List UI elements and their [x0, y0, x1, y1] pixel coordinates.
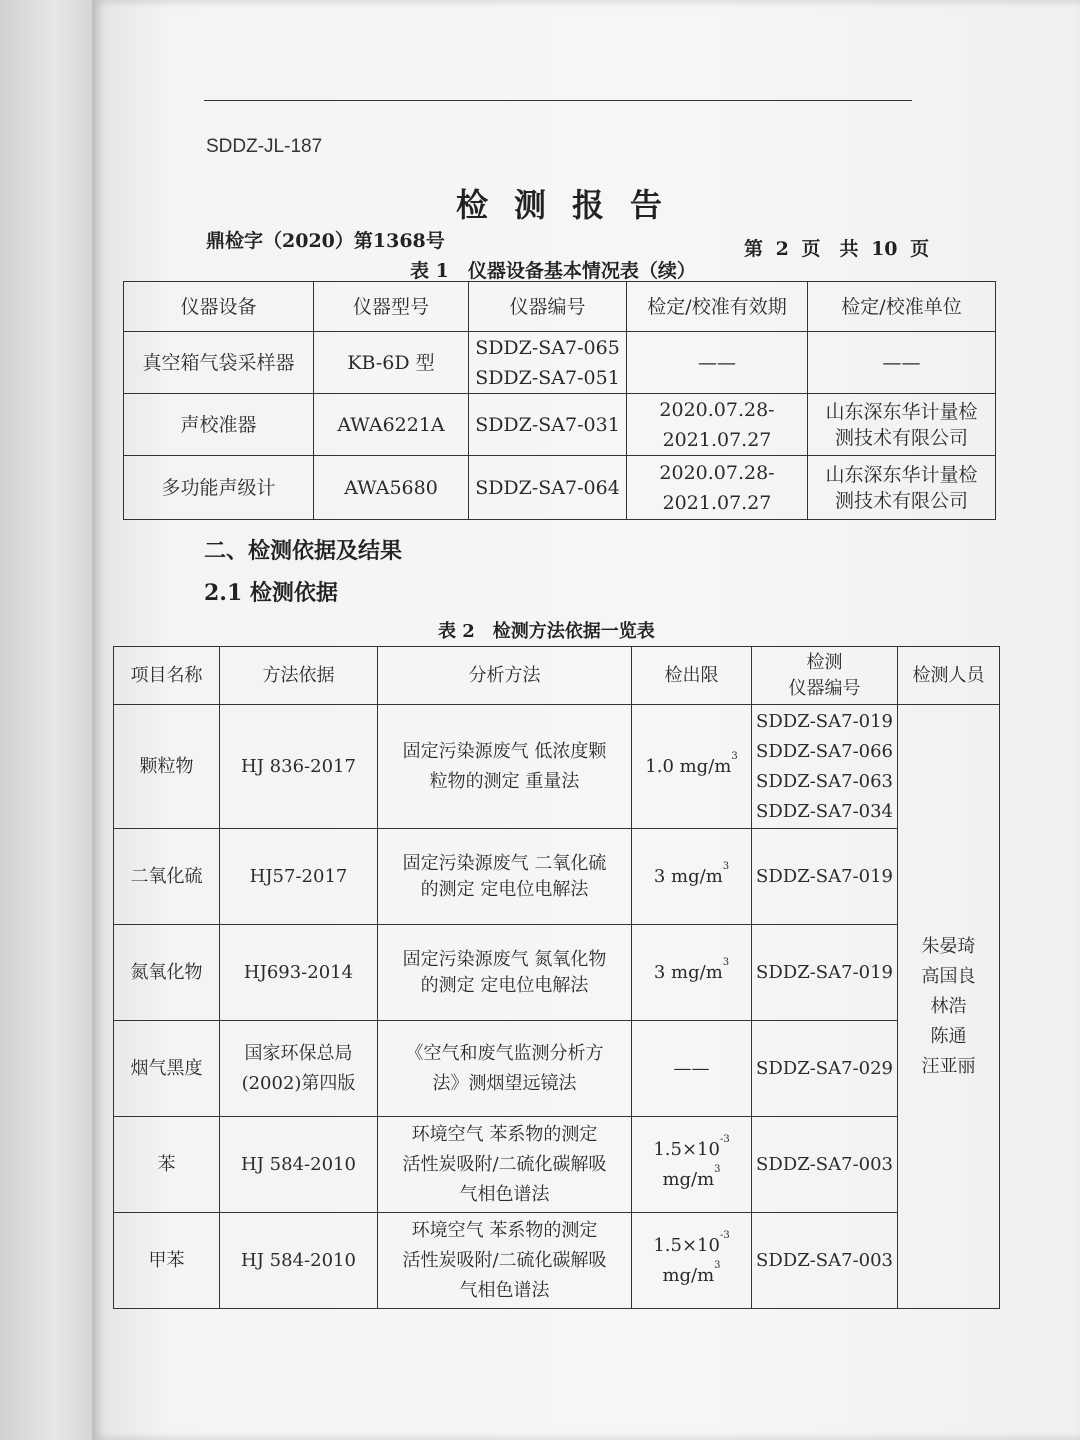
analysis-method: 固定污染源废气 二氧化硫 的测定 定电位电解法 — [378, 829, 632, 925]
detection-limit: —— — [632, 1021, 752, 1117]
header-rule — [204, 100, 912, 101]
device-name: 真空箱气袋采样器 — [124, 332, 314, 394]
equipment-table — [123, 281, 996, 520]
section-heading: 二、检测依据及结果 — [204, 538, 403, 564]
item-name: 氮氧化物 — [114, 925, 220, 1021]
item-name: 二氧化硫 — [114, 829, 220, 925]
item-name: 甲苯 — [114, 1213, 220, 1309]
calibration-unit: 山东深东华计量检 测技术有限公司 — [808, 394, 996, 456]
table-row — [114, 705, 1000, 829]
calibration-unit: —— — [808, 332, 996, 394]
method-basis: 国家环保总局 (2002)第四版 — [220, 1021, 378, 1117]
table2-header-cell: 检测人员 — [898, 647, 1000, 705]
detection-limit: $1.5\times 10^{-3}$ $mg/m^3$ — [632, 1213, 752, 1309]
table1-header-cell: 仪器设备 — [124, 282, 314, 332]
calibration-validity: —— — [627, 332, 808, 394]
analysis-method: 固定污染源废气 低浓度颗 粒物的测定 重量法 — [378, 705, 632, 829]
staff-name: 朱晏琦 — [921, 935, 976, 957]
table1-header-cell: 仪器编号 — [469, 282, 627, 332]
table-row — [124, 394, 996, 456]
method-basis: HJ 836-2017 — [220, 705, 378, 829]
detection-limit: 3 $mg/m^3$ — [632, 925, 752, 1021]
table1-header-cell: 仪器型号 — [314, 282, 469, 332]
method-table — [113, 646, 1000, 1309]
device-id: SDDZ-SA7-031 — [469, 394, 627, 456]
device-model: AWA5680 — [314, 456, 469, 520]
method-basis: HJ 584-2010 — [220, 1213, 378, 1309]
inspection-staff — [898, 705, 1000, 1309]
table2-header-cell: 项目名称 — [114, 647, 220, 705]
table2-header-cell: 分析方法 — [378, 647, 632, 705]
table-row — [114, 1021, 1000, 1117]
method-basis: HJ693-2014 — [220, 925, 378, 1021]
instrument-id: SDDZ-SA7-019 — [752, 925, 898, 1021]
analysis-method: 固定污染源废气 氮氧化物 的测定 定电位电解法 — [378, 925, 632, 1021]
staff-name: 林浩 — [930, 995, 967, 1017]
detection-limit: 1.0 $mg/m^3$ — [632, 705, 752, 829]
table-row — [114, 829, 1000, 925]
detection-limit: $1.5\times 10^{-3}$ $mg/m^3$ — [632, 1117, 752, 1213]
method-basis: HJ 584-2010 — [220, 1117, 378, 1213]
report-page — [92, 0, 1080, 1440]
report-title: 检测报告 — [456, 186, 689, 224]
device-id: SDDZ-SA7-065 — [475, 336, 620, 359]
table2-caption: 表 2 检测方法依据一览表 — [438, 621, 655, 642]
device-model: KB-6D 型 — [314, 332, 469, 394]
table-row — [114, 1213, 1000, 1309]
device-name: 多功能声级计 — [124, 456, 314, 520]
calibration-validity: 2020.07.28- 2021.07.27 — [627, 456, 808, 520]
staff-name: 陈通 — [930, 1025, 967, 1047]
table2-header-cell: 方法依据 — [220, 647, 378, 705]
page-number: 第 2 页 共 10 页 — [744, 238, 930, 260]
instrument-id: SDDZ-SA7-003 — [752, 1117, 898, 1213]
device-id: SDDZ-SA7-051 — [475, 366, 620, 389]
table-row — [124, 456, 996, 520]
facing-page-edge — [0, 0, 92, 1440]
analysis-method: 环境空气 苯系物的测定 活性炭吸附/二硫化碳解吸 气相色谱法 — [378, 1117, 632, 1213]
device-id: SDDZ-SA7-064 — [469, 456, 627, 520]
instrument-id: SDDZ-SA7-003 — [752, 1213, 898, 1309]
item-name: 烟气黑度 — [114, 1021, 220, 1117]
table-row — [114, 925, 1000, 1021]
table1-header-cell: 检定/校准有效期 — [627, 282, 808, 332]
detection-limit: 3 $mg/m^3$ — [632, 829, 752, 925]
table-row — [114, 1117, 1000, 1213]
table2-header-cell: 检出限 — [632, 647, 752, 705]
staff-name: 汪亚丽 — [921, 1055, 976, 1077]
item-name: 苯 — [114, 1117, 220, 1213]
table2-header-cell: 检测 仪器编号 — [752, 647, 898, 705]
subsection-heading: 2.1 检测依据 — [204, 580, 338, 606]
item-name: 颗粒物 — [114, 705, 220, 829]
calibration-validity: 2020.07.28- 2021.07.27 — [627, 394, 808, 456]
instrument-ids: SDDZ-SA7-019 SDDZ-SA7-066 SDDZ-SA7-063 SDDZ-SA7-034 — [752, 705, 898, 829]
calibration-unit: 山东深东华计量检 测技术有限公司 — [808, 456, 996, 520]
instrument-id: SDDZ-SA7-029 — [752, 1021, 898, 1117]
device-ids — [469, 332, 627, 394]
analysis-method: 《空气和废气监测分析方 法》测烟望远镜法 — [378, 1021, 632, 1117]
instrument-id: SDDZ-SA7-019 — [752, 829, 898, 925]
device-model: AWA6221A — [314, 394, 469, 456]
table-row — [124, 332, 996, 394]
table1-caption: 表 1 仪器设备基本情况表（续） — [410, 260, 696, 282]
device-name: 声校准器 — [124, 394, 314, 456]
staff-name: 高国良 — [921, 965, 976, 987]
table1-header-cell: 检定/校准单位 — [808, 282, 996, 332]
report-number: 鼎检字（2020）第1368号 — [206, 230, 445, 252]
analysis-method: 环境空气 苯系物的测定 活性炭吸附/二硫化碳解吸 气相色谱法 — [378, 1213, 632, 1309]
method-basis: HJ57-2017 — [220, 829, 378, 925]
document-code: SDDZ-JL-187 — [206, 136, 323, 157]
